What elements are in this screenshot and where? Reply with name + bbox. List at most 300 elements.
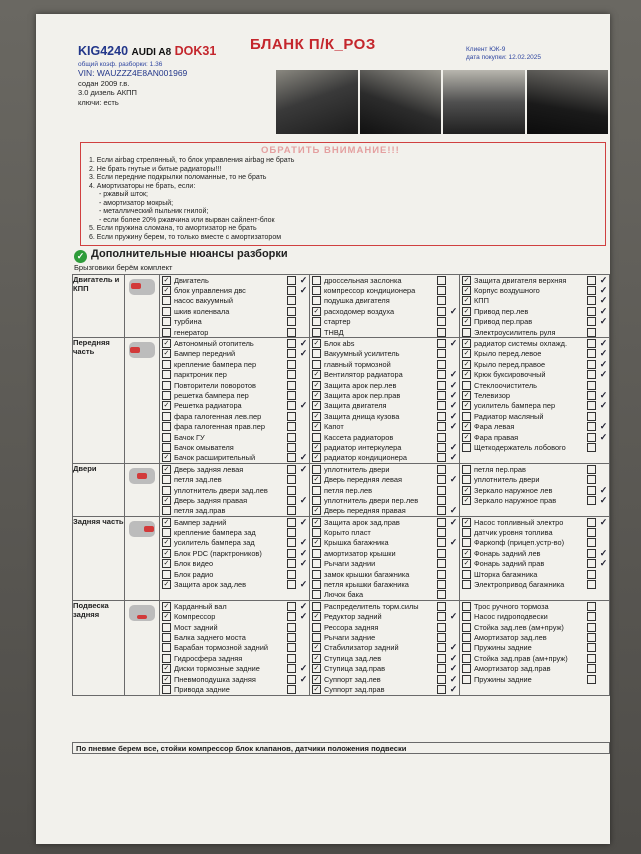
item-taken-box[interactable] xyxy=(587,549,596,558)
item-taken-box[interactable] xyxy=(587,422,596,431)
item-checkbox[interactable]: ✓ xyxy=(463,549,470,557)
item-taken-box[interactable] xyxy=(587,360,596,369)
item-checkbox[interactable] xyxy=(462,675,471,684)
item-checkbox[interactable]: ✓ xyxy=(463,486,470,494)
item-taken-box[interactable] xyxy=(437,685,446,694)
item-checkbox[interactable] xyxy=(462,664,471,673)
item-checkbox[interactable]: ✓ xyxy=(313,307,320,315)
item-checkbox[interactable] xyxy=(462,538,471,547)
checklist-item[interactable] xyxy=(310,421,459,431)
item-taken-box[interactable] xyxy=(437,506,446,515)
checklist-item[interactable] xyxy=(310,506,459,516)
checklist-item[interactable] xyxy=(160,601,309,611)
checklist-item[interactable] xyxy=(460,622,609,632)
item-checkbox[interactable] xyxy=(462,612,471,621)
item-checkbox[interactable]: ✓ xyxy=(313,402,320,410)
checklist-item[interactable] xyxy=(160,506,309,516)
checklist-item[interactable] xyxy=(160,517,309,527)
item-checkbox[interactable] xyxy=(312,528,321,537)
item-checkbox[interactable] xyxy=(462,475,471,484)
checklist-item[interactable] xyxy=(160,569,309,579)
item-taken-box[interactable] xyxy=(287,465,296,474)
checklist-item[interactable] xyxy=(460,442,609,452)
checklist-item[interactable] xyxy=(160,579,309,589)
item-checkbox[interactable] xyxy=(312,570,321,579)
item-taken-box[interactable] xyxy=(287,580,296,589)
item-checkbox[interactable] xyxy=(462,443,471,452)
checklist-item[interactable] xyxy=(160,349,309,359)
item-taken-box[interactable] xyxy=(587,328,596,337)
item-checkbox[interactable] xyxy=(162,391,171,400)
item-taken-box[interactable] xyxy=(287,486,296,495)
checklist-item[interactable] xyxy=(310,359,459,369)
item-taken-box[interactable] xyxy=(287,675,296,684)
item-taken-box[interactable] xyxy=(437,391,446,400)
item-checkbox[interactable]: ✓ xyxy=(163,287,170,295)
item-taken-box[interactable] xyxy=(587,623,596,632)
item-taken-box[interactable] xyxy=(587,465,596,474)
checklist-item[interactable] xyxy=(310,327,459,337)
item-taken-box[interactable] xyxy=(437,590,446,599)
checklist-item[interactable] xyxy=(460,421,609,431)
checklist-item[interactable] xyxy=(310,442,459,452)
item-checkbox[interactable] xyxy=(462,602,471,611)
checklist-item[interactable] xyxy=(160,612,309,622)
item-taken-box[interactable] xyxy=(437,286,446,295)
item-taken-box[interactable] xyxy=(587,412,596,421)
item-taken-box[interactable] xyxy=(437,633,446,642)
item-checkbox[interactable]: ✓ xyxy=(313,423,320,431)
item-checkbox[interactable]: ✓ xyxy=(163,665,170,673)
checklist-item[interactable] xyxy=(160,296,309,306)
item-taken-box[interactable] xyxy=(437,654,446,663)
checklist-item[interactable] xyxy=(160,401,309,411)
item-taken-box[interactable] xyxy=(287,496,296,505)
item-taken-box[interactable] xyxy=(587,401,596,410)
checklist-item[interactable] xyxy=(310,338,459,348)
item-taken-box[interactable] xyxy=(287,381,296,390)
item-taken-box[interactable] xyxy=(587,643,596,652)
item-taken-box[interactable] xyxy=(437,623,446,632)
item-taken-box[interactable] xyxy=(587,580,596,589)
checklist-item[interactable] xyxy=(310,390,459,400)
item-checkbox[interactable] xyxy=(162,360,171,369)
item-checkbox[interactable] xyxy=(162,307,171,316)
item-taken-box[interactable] xyxy=(437,528,446,537)
checklist-item[interactable] xyxy=(310,380,459,390)
checklist-item[interactable] xyxy=(310,684,459,694)
item-taken-box[interactable] xyxy=(587,443,596,452)
item-taken-box[interactable] xyxy=(287,412,296,421)
checklist-item[interactable] xyxy=(460,275,609,285)
checklist-item[interactable] xyxy=(460,474,609,484)
item-checkbox[interactable]: ✓ xyxy=(163,350,170,358)
checklist-item[interactable] xyxy=(160,359,309,369)
checklist-item[interactable] xyxy=(160,527,309,537)
item-taken-box[interactable] xyxy=(587,317,596,326)
item-taken-box[interactable] xyxy=(437,612,446,621)
item-checkbox[interactable] xyxy=(162,528,171,537)
checklist-item[interactable] xyxy=(460,401,609,411)
item-checkbox[interactable]: ✓ xyxy=(463,276,470,284)
checklist-item[interactable] xyxy=(310,275,459,285)
item-taken-box[interactable] xyxy=(437,518,446,527)
item-checkbox[interactable]: ✓ xyxy=(313,476,320,484)
item-checkbox[interactable] xyxy=(312,633,321,642)
checklist-item[interactable] xyxy=(310,474,459,484)
item-taken-box[interactable] xyxy=(437,422,446,431)
checklist-item[interactable] xyxy=(460,390,609,400)
item-checkbox[interactable] xyxy=(312,580,321,589)
item-checkbox[interactable] xyxy=(162,433,171,442)
item-checkbox[interactable]: ✓ xyxy=(313,371,320,379)
checklist-item[interactable] xyxy=(460,306,609,316)
item-checkbox[interactable] xyxy=(312,623,321,632)
checklist-item[interactable] xyxy=(310,538,459,548)
item-taken-box[interactable] xyxy=(437,486,446,495)
item-checkbox[interactable] xyxy=(162,328,171,337)
item-checkbox[interactable]: ✓ xyxy=(463,496,470,504)
item-taken-box[interactable] xyxy=(587,538,596,547)
checklist-item[interactable] xyxy=(160,538,309,548)
item-taken-box[interactable] xyxy=(437,317,446,326)
item-taken-box[interactable] xyxy=(287,643,296,652)
item-taken-box[interactable] xyxy=(587,486,596,495)
item-checkbox[interactable]: ✓ xyxy=(163,675,170,683)
item-taken-box[interactable] xyxy=(437,401,446,410)
checklist-item[interactable] xyxy=(160,453,309,463)
checklist-item[interactable] xyxy=(460,643,609,653)
item-taken-box[interactable] xyxy=(287,623,296,632)
item-checkbox[interactable] xyxy=(462,465,471,474)
checklist-item[interactable] xyxy=(310,601,459,611)
item-taken-box[interactable] xyxy=(587,349,596,358)
item-taken-box[interactable] xyxy=(287,685,296,694)
checklist-item[interactable] xyxy=(160,464,309,474)
item-checkbox[interactable]: ✓ xyxy=(163,276,170,284)
checklist-item[interactable] xyxy=(460,380,609,390)
checklist-item[interactable] xyxy=(160,432,309,442)
item-taken-box[interactable] xyxy=(287,286,296,295)
item-taken-box[interactable] xyxy=(287,664,296,673)
checklist-item[interactable] xyxy=(310,517,459,527)
checklist-item[interactable] xyxy=(460,559,609,569)
item-taken-box[interactable] xyxy=(437,370,446,379)
item-taken-box[interactable] xyxy=(437,664,446,673)
checklist-item[interactable] xyxy=(460,653,609,663)
item-checkbox[interactable]: ✓ xyxy=(163,340,170,348)
checklist-item[interactable] xyxy=(310,453,459,463)
checklist-item[interactable] xyxy=(160,317,309,327)
checklist-item[interactable] xyxy=(310,663,459,673)
item-taken-box[interactable] xyxy=(287,633,296,642)
checklist-item[interactable] xyxy=(460,317,609,327)
item-taken-box[interactable] xyxy=(437,570,446,579)
item-checkbox[interactable] xyxy=(162,317,171,326)
checklist-item[interactable] xyxy=(460,464,609,474)
checklist-item[interactable] xyxy=(460,359,609,369)
checklist-item[interactable] xyxy=(160,421,309,431)
item-taken-box[interactable] xyxy=(437,296,446,305)
item-checkbox[interactable] xyxy=(312,349,321,358)
item-taken-box[interactable] xyxy=(437,496,446,505)
item-checkbox[interactable]: ✓ xyxy=(463,371,470,379)
item-checkbox[interactable] xyxy=(312,317,321,326)
item-checkbox[interactable]: ✓ xyxy=(463,297,470,305)
item-checkbox[interactable]: ✓ xyxy=(463,340,470,348)
checklist-item[interactable] xyxy=(460,579,609,589)
checklist-item[interactable] xyxy=(160,380,309,390)
checklist-item[interactable] xyxy=(160,674,309,684)
item-taken-box[interactable] xyxy=(587,602,596,611)
item-taken-box[interactable] xyxy=(437,538,446,547)
item-taken-box[interactable] xyxy=(587,633,596,642)
item-taken-box[interactable] xyxy=(437,602,446,611)
item-taken-box[interactable] xyxy=(587,276,596,285)
item-taken-box[interactable] xyxy=(287,370,296,379)
item-taken-box[interactable] xyxy=(587,296,596,305)
checklist-item[interactable] xyxy=(160,474,309,484)
checklist-item[interactable] xyxy=(460,327,609,337)
checklist-item[interactable] xyxy=(310,569,459,579)
checklist-item[interactable] xyxy=(310,495,459,505)
item-checkbox[interactable]: ✓ xyxy=(313,675,320,683)
checklist-item[interactable] xyxy=(160,632,309,642)
item-taken-box[interactable] xyxy=(587,286,596,295)
item-taken-box[interactable] xyxy=(587,612,596,621)
checklist-item[interactable] xyxy=(460,538,609,548)
item-taken-box[interactable] xyxy=(287,528,296,537)
checklist-item[interactable] xyxy=(160,390,309,400)
item-checkbox[interactable]: ✓ xyxy=(163,581,170,589)
item-taken-box[interactable] xyxy=(287,276,296,285)
item-checkbox[interactable]: ✓ xyxy=(463,318,470,326)
item-taken-box[interactable] xyxy=(437,381,446,390)
item-taken-box[interactable] xyxy=(287,391,296,400)
item-checkbox[interactable]: ✓ xyxy=(163,402,170,410)
item-taken-box[interactable] xyxy=(437,307,446,316)
checklist-item[interactable] xyxy=(160,684,309,694)
item-checkbox[interactable]: ✓ xyxy=(463,391,470,399)
item-taken-box[interactable] xyxy=(287,433,296,442)
item-checkbox[interactable] xyxy=(162,475,171,484)
checklist-item[interactable] xyxy=(460,517,609,527)
item-taken-box[interactable] xyxy=(437,549,446,558)
checklist-item[interactable] xyxy=(310,590,459,600)
item-taken-box[interactable] xyxy=(287,328,296,337)
item-checkbox[interactable]: ✓ xyxy=(163,613,170,621)
item-checkbox[interactable] xyxy=(162,633,171,642)
item-taken-box[interactable] xyxy=(287,296,296,305)
item-taken-box[interactable] xyxy=(587,391,596,400)
item-taken-box[interactable] xyxy=(587,433,596,442)
item-taken-box[interactable] xyxy=(437,475,446,484)
item-taken-box[interactable] xyxy=(587,654,596,663)
checklist-item[interactable] xyxy=(460,432,609,442)
checklist-item[interactable] xyxy=(460,349,609,359)
item-taken-box[interactable] xyxy=(287,443,296,452)
checklist-item[interactable] xyxy=(310,559,459,569)
item-taken-box[interactable] xyxy=(437,276,446,285)
item-checkbox[interactable] xyxy=(312,590,321,599)
item-taken-box[interactable] xyxy=(437,443,446,452)
checklist-item[interactable] xyxy=(310,643,459,653)
item-taken-box[interactable] xyxy=(437,643,446,652)
item-checkbox[interactable]: ✓ xyxy=(463,518,470,526)
item-checkbox[interactable]: ✓ xyxy=(313,613,320,621)
checklist-item[interactable] xyxy=(160,285,309,295)
checklist-item[interactable] xyxy=(160,663,309,673)
item-taken-box[interactable] xyxy=(287,518,296,527)
item-taken-box[interactable] xyxy=(287,559,296,568)
item-checkbox[interactable]: ✓ xyxy=(313,454,320,462)
item-taken-box[interactable] xyxy=(287,475,296,484)
checklist-item[interactable] xyxy=(310,653,459,663)
item-taken-box[interactable] xyxy=(287,349,296,358)
checklist-item[interactable] xyxy=(310,527,459,537)
item-taken-box[interactable] xyxy=(437,339,446,348)
checklist-item[interactable] xyxy=(310,612,459,622)
item-checkbox[interactable]: ✓ xyxy=(463,307,470,315)
item-checkbox[interactable] xyxy=(162,570,171,579)
item-checkbox[interactable] xyxy=(312,549,321,558)
checklist-item[interactable] xyxy=(160,548,309,558)
item-checkbox[interactable]: ✓ xyxy=(163,539,170,547)
checklist-item[interactable] xyxy=(460,527,609,537)
item-taken-box[interactable] xyxy=(287,612,296,621)
checklist-item[interactable] xyxy=(310,349,459,359)
item-checkbox[interactable] xyxy=(312,286,321,295)
checklist-item[interactable] xyxy=(310,632,459,642)
item-checkbox[interactable]: ✓ xyxy=(313,340,320,348)
item-checkbox[interactable]: ✓ xyxy=(463,402,470,410)
item-taken-box[interactable] xyxy=(587,559,596,568)
checklist-item[interactable] xyxy=(160,643,309,653)
item-taken-box[interactable] xyxy=(587,381,596,390)
item-checkbox[interactable]: ✓ xyxy=(313,443,320,451)
item-checkbox[interactable]: ✓ xyxy=(463,433,470,441)
item-taken-box[interactable] xyxy=(587,307,596,316)
item-taken-box[interactable] xyxy=(587,675,596,684)
item-checkbox[interactable] xyxy=(162,381,171,390)
item-checkbox[interactable] xyxy=(312,602,321,611)
item-checkbox[interactable]: ✓ xyxy=(163,602,170,610)
item-checkbox[interactable] xyxy=(162,685,171,694)
item-checkbox[interactable] xyxy=(162,412,171,421)
checklist-item[interactable] xyxy=(160,411,309,421)
item-taken-box[interactable] xyxy=(287,339,296,348)
item-checkbox[interactable]: ✓ xyxy=(463,350,470,358)
checklist-item[interactable] xyxy=(460,370,609,380)
checklist-item[interactable] xyxy=(310,548,459,558)
item-checkbox[interactable]: ✓ xyxy=(463,360,470,368)
checklist-item[interactable] xyxy=(460,601,609,611)
item-checkbox[interactable] xyxy=(162,486,171,495)
item-taken-box[interactable] xyxy=(287,401,296,410)
checklist-item[interactable] xyxy=(460,485,609,495)
item-taken-box[interactable] xyxy=(287,453,296,462)
checklist-item[interactable] xyxy=(460,663,609,673)
item-taken-box[interactable] xyxy=(437,328,446,337)
item-taken-box[interactable] xyxy=(437,453,446,462)
checklist-item[interactable] xyxy=(460,338,609,348)
item-checkbox[interactable] xyxy=(462,570,471,579)
item-taken-box[interactable] xyxy=(587,570,596,579)
checklist-item[interactable] xyxy=(460,495,609,505)
item-taken-box[interactable] xyxy=(437,412,446,421)
item-taken-box[interactable] xyxy=(287,317,296,326)
item-checkbox[interactable] xyxy=(462,328,471,337)
item-checkbox[interactable] xyxy=(462,528,471,537)
item-taken-box[interactable] xyxy=(287,570,296,579)
item-checkbox[interactable] xyxy=(162,296,171,305)
item-taken-box[interactable] xyxy=(587,339,596,348)
checklist-item[interactable] xyxy=(160,275,309,285)
item-taken-box[interactable] xyxy=(287,360,296,369)
item-checkbox[interactable] xyxy=(462,654,471,663)
item-checkbox[interactable]: ✓ xyxy=(313,654,320,662)
item-checkbox[interactable] xyxy=(462,623,471,632)
item-checkbox[interactable]: ✓ xyxy=(313,412,320,420)
item-checkbox[interactable] xyxy=(162,506,171,515)
item-taken-box[interactable] xyxy=(437,559,446,568)
item-taken-box[interactable] xyxy=(587,496,596,505)
item-checkbox[interactable]: ✓ xyxy=(163,518,170,526)
item-checkbox[interactable]: ✓ xyxy=(313,507,320,515)
item-checkbox[interactable] xyxy=(462,580,471,589)
item-taken-box[interactable] xyxy=(287,602,296,611)
checklist-item[interactable] xyxy=(160,338,309,348)
item-checkbox[interactable] xyxy=(312,465,321,474)
item-checkbox[interactable] xyxy=(162,643,171,652)
item-checkbox[interactable] xyxy=(162,443,171,452)
item-checkbox[interactable]: ✓ xyxy=(463,287,470,295)
checklist-item[interactable] xyxy=(310,401,459,411)
item-taken-box[interactable] xyxy=(587,664,596,673)
item-checkbox[interactable]: ✓ xyxy=(163,454,170,462)
checklist-item[interactable] xyxy=(160,622,309,632)
checklist-item[interactable] xyxy=(310,432,459,442)
item-taken-box[interactable] xyxy=(437,360,446,369)
item-taken-box[interactable] xyxy=(587,370,596,379)
checklist-item[interactable] xyxy=(310,370,459,380)
checklist-item[interactable] xyxy=(160,485,309,495)
checklist-item[interactable] xyxy=(160,559,309,569)
checklist-item[interactable] xyxy=(160,327,309,337)
item-taken-box[interactable] xyxy=(437,433,446,442)
checklist-item[interactable] xyxy=(310,674,459,684)
item-checkbox[interactable] xyxy=(162,654,171,663)
item-taken-box[interactable] xyxy=(587,518,596,527)
item-checkbox[interactable] xyxy=(462,381,471,390)
checklist-item[interactable] xyxy=(460,548,609,558)
checklist-item[interactable] xyxy=(310,622,459,632)
item-taken-box[interactable] xyxy=(587,475,596,484)
item-checkbox[interactable]: ✓ xyxy=(313,518,320,526)
checklist-item[interactable] xyxy=(310,317,459,327)
checklist-item[interactable] xyxy=(460,674,609,684)
item-checkbox[interactable] xyxy=(462,412,471,421)
item-checkbox[interactable] xyxy=(312,276,321,285)
item-checkbox[interactable] xyxy=(462,643,471,652)
checklist-item[interactable] xyxy=(460,569,609,579)
checklist-item[interactable] xyxy=(460,612,609,622)
checklist-item[interactable] xyxy=(160,442,309,452)
checklist-item[interactable] xyxy=(460,632,609,642)
item-checkbox[interactable] xyxy=(462,633,471,642)
item-checkbox[interactable]: ✓ xyxy=(313,665,320,673)
checklist-item[interactable] xyxy=(460,296,609,306)
